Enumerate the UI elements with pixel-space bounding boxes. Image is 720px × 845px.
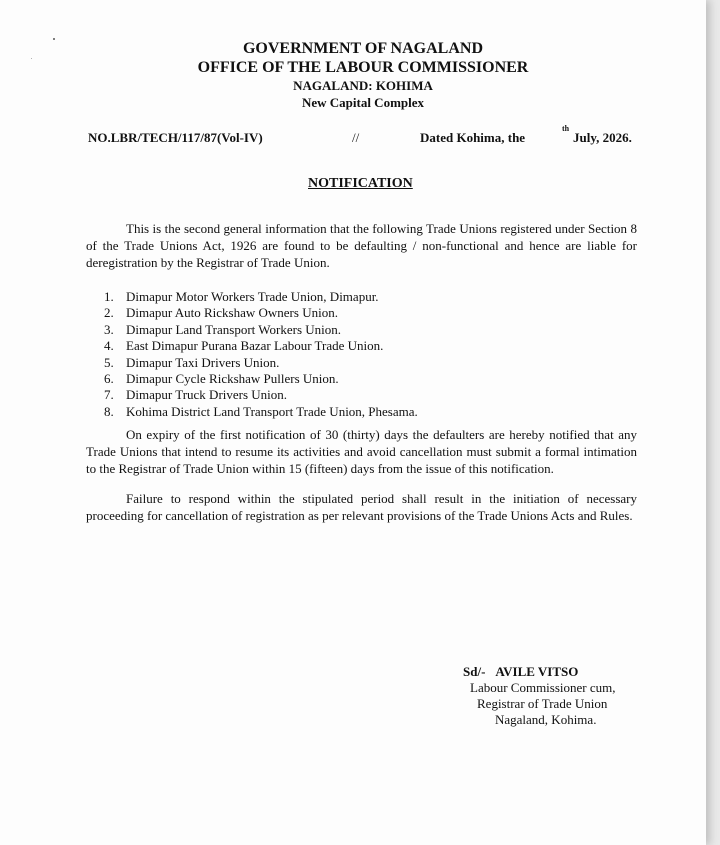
list-union-name: Kohima District Land Transport Trade Union, Phesama. bbox=[126, 403, 418, 419]
reference-separator: // bbox=[352, 130, 360, 145]
list-number: 2. bbox=[104, 305, 114, 321]
list-item bbox=[104, 338, 418, 354]
list-union-name: Dimapur Truck Drivers Union. bbox=[126, 387, 288, 403]
list-item bbox=[104, 322, 418, 338]
signatory-name: AVILE VITSO bbox=[495, 664, 579, 679]
signatory-designation-1: Labour Commissioner cum, bbox=[470, 680, 616, 695]
list-union-name: Dimapur Cycle Rickshaw Pullers Union. bbox=[126, 371, 339, 387]
reference-number: NO.LBR/TECH/117/87(Vol-IV) bbox=[88, 130, 263, 145]
list-item bbox=[104, 371, 418, 387]
list-union-name: Dimapur Motor Workers Trade Union, Dimapur. bbox=[126, 289, 379, 304]
list-number: 4. bbox=[104, 338, 114, 354]
list-number: 8. bbox=[104, 403, 114, 419]
list-union-name: Dimapur Taxi Drivers Union. bbox=[126, 354, 280, 370]
header-office: OFFICE OF THE LABOUR COMMISSIONER bbox=[197, 59, 529, 76]
header-location: NAGALAND: KOHIMA bbox=[293, 78, 433, 93]
list-number: 3. bbox=[104, 321, 114, 337]
list-item bbox=[104, 404, 418, 420]
list-union-name: Dimapur Auto Rickshaw Owners Union. bbox=[126, 305, 338, 321]
list-number: 7. bbox=[104, 387, 114, 403]
list-number: 6. bbox=[104, 371, 114, 387]
reference-dated-label: Dated Kohima, the bbox=[420, 130, 526, 145]
signatory-place: Nagaland, Kohima. bbox=[495, 712, 597, 727]
list-union-name: East Dimapur Purana Bazar Labour Trade Union. bbox=[126, 338, 384, 354]
list-number: 5. bbox=[104, 354, 114, 370]
reference-date: July, 2026. bbox=[573, 130, 632, 145]
list-item bbox=[104, 355, 418, 371]
reference-date-superscript: th bbox=[562, 124, 570, 133]
list-union-name: Dimapur Land Transport Workers Union. bbox=[126, 321, 342, 337]
header-complex: New Capital Complex bbox=[301, 95, 425, 110]
paragraph-failure: Failure to respond within the stipulated period shall result in the initiation of necessary proceeding for cancellation of registration as per relevant provisions of the Trade Unions Acts and Rules. bbox=[86, 491, 637, 523]
header-government: GOVERNMENT OF NAGALAND bbox=[242, 40, 483, 57]
signatory-designation-2: Registrar of Trade Union bbox=[477, 696, 608, 711]
notification-title: NOTIFICATION bbox=[308, 176, 413, 191]
signature-sd: Sd/- bbox=[463, 664, 486, 679]
paragraph-intro: This is the second general information that the following Trade Unions registered under Section 8 of the Trade Unions Act, 1926 are found to be defaulting / non-functional and hence are liable for deregistration by the Registrar of Trade Union. bbox=[86, 221, 637, 270]
list-item bbox=[104, 305, 418, 321]
list-number: 1. bbox=[104, 289, 114, 304]
signature-line bbox=[463, 664, 578, 680]
paragraph-expiry: On expiry of the first notification of 30 (thirty) days the defaulters are hereby notified that any Trade Unions that intend to resume its activities and avoid cancellation must submit a formal intimation to the Registrar of Trade Union within 15 (fifteen) days from the issue of this notification. bbox=[86, 427, 637, 476]
list-item bbox=[104, 387, 418, 403]
trade-union-list bbox=[104, 289, 418, 420]
list-item bbox=[104, 289, 418, 305]
